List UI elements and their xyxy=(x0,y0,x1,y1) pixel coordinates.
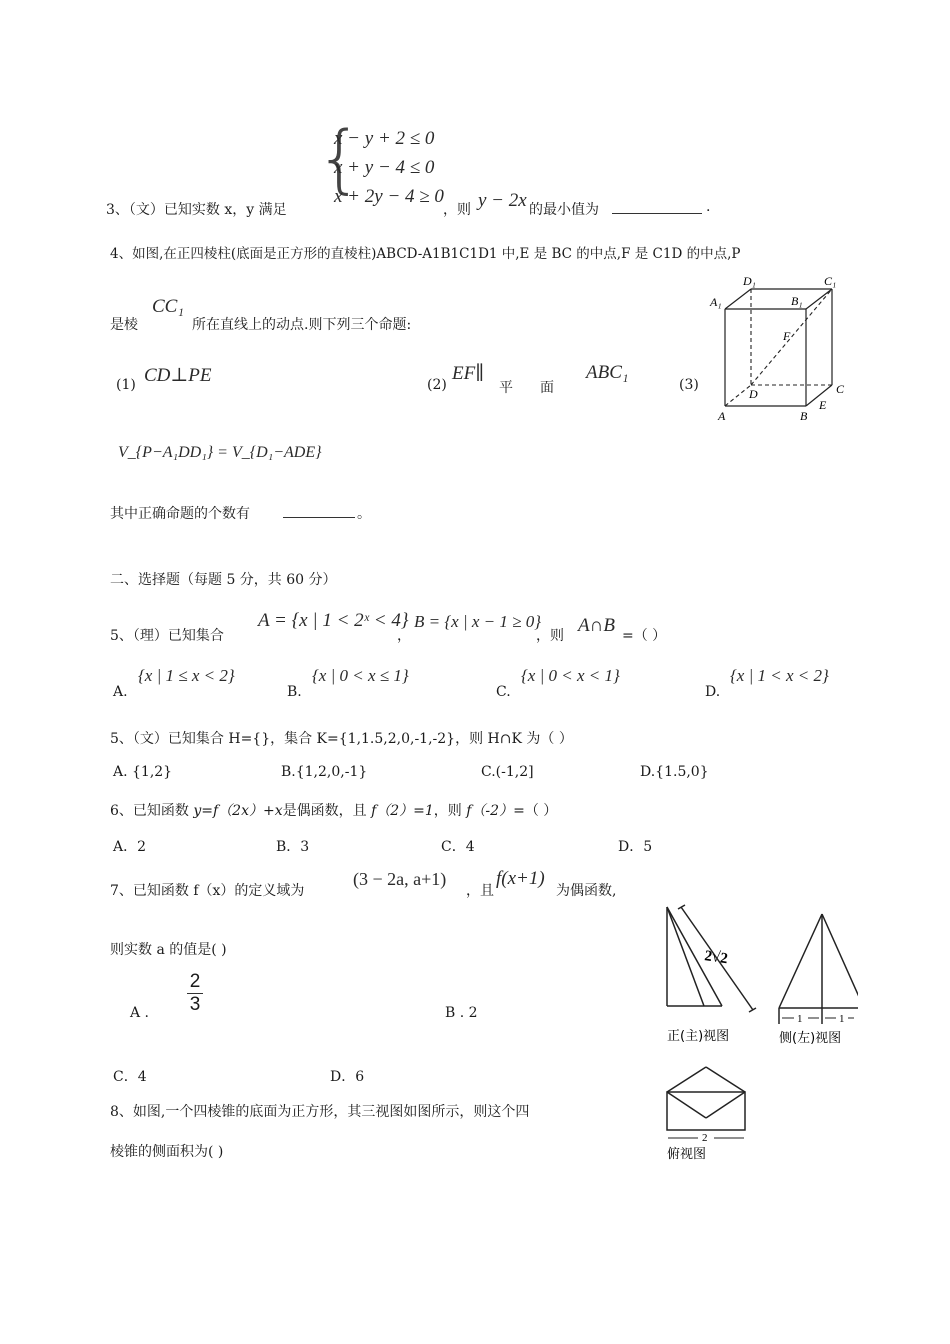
vertex-label-a1: A₁ xyxy=(710,295,722,309)
q5li-option-b-label[interactable]: B. xyxy=(287,684,302,700)
vertex-label-d: D xyxy=(749,387,758,401)
side-view-dimension-left: 1 xyxy=(797,1013,803,1025)
vertex-label-a: A xyxy=(718,409,726,423)
q3-middle: ，则 xyxy=(443,202,471,218)
q6-stem-b: 是偶函数，且 xyxy=(282,803,372,819)
q3-end: . xyxy=(706,199,711,215)
q4-conclusion: 其中正确命题的个数有 xyxy=(110,506,250,522)
front-view-label: 正(主)视图 xyxy=(667,1029,730,1044)
vertex-label-c1: C₁ xyxy=(824,274,837,288)
q6-option-b[interactable]: B．3 xyxy=(276,839,310,855)
side-view-label: 侧(左)视图 xyxy=(779,1031,842,1046)
q4-line1: 4、如图,在正四棱柱(底面是正方形的直棱柱)ABCD-A1B1C1D1 中,E 是 BC 的中点,F 是 C1D 的中点,P xyxy=(110,246,741,262)
q3-suffix: 的最小值为 xyxy=(529,202,599,218)
q5li-then: ，则 xyxy=(536,628,564,644)
vertex-label-b1: B₁ xyxy=(791,294,803,308)
q7-option-c[interactable]: C．4 xyxy=(113,1069,147,1085)
q6-stem-d: ，则 xyxy=(433,803,467,819)
q5li-option-d[interactable]: {x | 1 < x < 2} xyxy=(730,666,829,685)
q6-stem-e: f（-2）= xyxy=(466,803,525,819)
q7-option-a-fraction[interactable] xyxy=(187,971,203,1016)
q5li-set-a: A = {x | 1 < 2ˣ < 4} xyxy=(258,610,409,631)
q4-answer-blank[interactable] xyxy=(283,503,355,518)
q7-domain: (3 − 2a, a+1) xyxy=(353,869,447,889)
prop3-math: V_{P−A₁DD₁} = V_{D₁−ADE} xyxy=(118,444,322,461)
q7-suffix: 为偶函数, xyxy=(556,883,617,899)
top-view-label: 俯视图 xyxy=(667,1147,707,1162)
q3-expr: y − 2x xyxy=(478,190,527,211)
prop3-label: (3) xyxy=(679,377,699,393)
q5li-set-b: B = {x | x − 1 ≥ 0} xyxy=(414,612,542,631)
q6-stem-c: f（2）=1 xyxy=(371,803,434,819)
q7-mid: ，且 xyxy=(466,883,494,899)
top-view xyxy=(667,1067,745,1130)
prop2-math: EF∥ xyxy=(452,363,484,384)
fraction-denominator: 3 xyxy=(189,994,201,1015)
q6-option-c[interactable]: C．4 xyxy=(441,839,475,855)
q5li-option-a-label[interactable]: A. xyxy=(113,684,128,700)
top-view-dimension: 2 xyxy=(702,1132,708,1144)
q5wen-stem: 5、（文）已知集合 H={}，集合 K={1,1.5,2,0,-1,-2}，则 H∩K 为（ ） xyxy=(110,731,573,747)
q7-line2: 则实数 a 的值是( ) xyxy=(110,942,227,958)
q7-option-d[interactable]: D．6 xyxy=(330,1069,365,1085)
q5li-option-b[interactable]: {x | 0 < x ≤ 1} xyxy=(312,666,409,685)
q4-conclusion-end: 。 xyxy=(357,506,371,522)
q7-option-a-label[interactable]: A . xyxy=(130,1005,150,1021)
q5wen-option-a[interactable]: A. {1,2} xyxy=(113,764,173,780)
q3-answer-blank[interactable] xyxy=(612,199,702,214)
q5li-tail: =（ ） xyxy=(622,628,667,644)
side-view-dimension-right: 1 xyxy=(839,1013,845,1025)
vertex-label-b: B xyxy=(800,409,808,423)
prop2-label: (2) xyxy=(427,377,447,393)
prop1-label: (1) xyxy=(116,377,136,393)
q5li-option-c[interactable]: {x | 0 < x < 1} xyxy=(521,666,620,685)
point-label-e: E xyxy=(819,398,827,412)
prop2-word-2: 面 xyxy=(540,380,554,396)
q6-stem-func: y=f（2x）+x xyxy=(193,803,283,819)
front-view-dimension: 2√2 xyxy=(703,948,729,968)
q6-stem-a: 6、已知函数 xyxy=(110,803,194,819)
q8-line2: 棱锥的侧面积为( ) xyxy=(110,1144,224,1160)
vertex-label-d1: D₁ xyxy=(743,274,756,288)
q5wen-option-c[interactable]: C.(-1,2] xyxy=(481,764,534,780)
constraint-1: x − y + 2 ≤ 0 xyxy=(334,128,435,149)
q5li-comma: ， xyxy=(397,628,411,644)
vertex-label-c: C xyxy=(836,382,845,396)
three-view-figure xyxy=(658,900,858,1162)
q4-line2-suffix: 所在直线上的动点.则下列三个命题: xyxy=(192,317,412,333)
constraint-2: x + y − 4 ≤ 0 xyxy=(334,157,435,178)
q7-prefix: 7、已知函数 f（x）的定义域为 xyxy=(110,883,305,899)
prop2-word-1: 平 xyxy=(499,380,513,396)
q5li-option-a[interactable]: {x | 1 ≤ x < 2} xyxy=(138,666,235,685)
side-view xyxy=(779,914,858,1024)
q5li-option-d-label[interactable]: D. xyxy=(705,684,721,700)
q5wen-option-d[interactable]: D.{1.5,0} xyxy=(640,764,709,780)
q5li-prefix: 5、（理）已知集合 xyxy=(110,628,224,644)
q7-fx: f(x+1) xyxy=(496,868,545,889)
q5li-expr: A∩B xyxy=(578,615,615,636)
q8-line1: 8、如图,一个四棱锥的底面为正方形，其三视图如图所示，则这个四 xyxy=(110,1104,530,1120)
q4-cc1: CC₁ xyxy=(152,296,184,317)
q6-stem-f: （ ） xyxy=(524,803,558,819)
q5wen-option-b[interactable]: B.{1,2,0,-1} xyxy=(281,764,368,780)
constraint-3: x + 2y − 4 ≥ 0 xyxy=(334,186,444,207)
q7-option-b[interactable]: B . 2 xyxy=(445,1005,478,1021)
q5li-option-c-label[interactable]: C. xyxy=(496,684,511,700)
prop2-plane: ABC₁ xyxy=(586,362,629,383)
q6-stem xyxy=(110,800,557,820)
section-2-title: 二、选择题（每题 5 分，共 60 分） xyxy=(110,572,337,588)
fraction-numerator: 2 xyxy=(189,971,201,992)
point-label-f: F xyxy=(783,329,791,343)
q3-prefix: 3、（文）已知实数 x，y 满足 xyxy=(106,202,287,218)
q6-option-d[interactable]: D．5 xyxy=(618,839,653,855)
q4-line2-prefix: 是棱 xyxy=(110,317,138,333)
prop1-math: CD⊥PE xyxy=(144,365,212,386)
prism-figure xyxy=(705,272,855,424)
system-brace: { xyxy=(316,116,364,202)
q6-option-a[interactable]: A．2 xyxy=(113,839,147,855)
